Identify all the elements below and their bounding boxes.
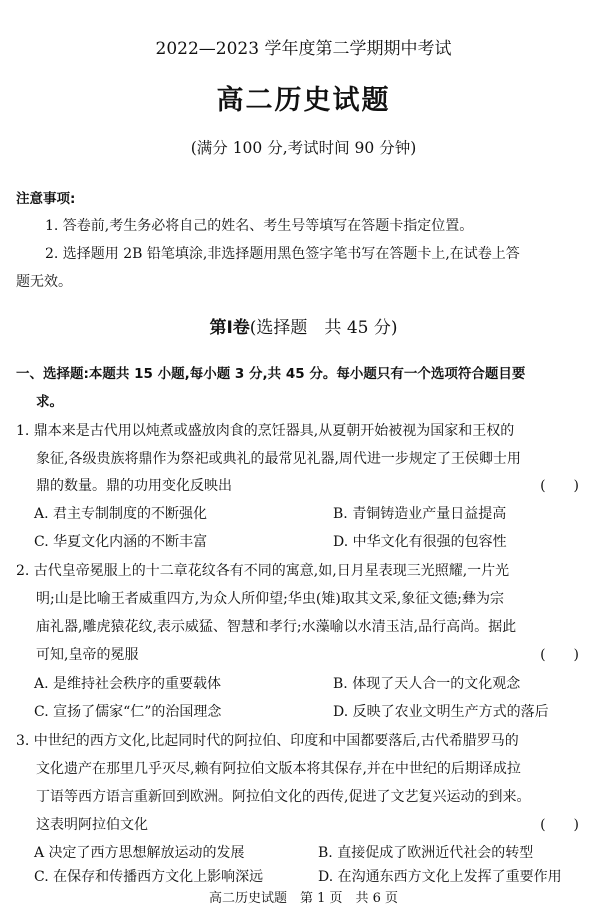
q3-stem-line-4: 这表明阿拉伯文化 — [36, 817, 148, 833]
notice-item-2-line-2: 题无效。 — [16, 274, 72, 290]
q2-option-c: C. 宣扬了儒家“仁”的治国理念 — [34, 704, 222, 720]
part-heading-line-2: 求。 — [36, 394, 63, 410]
section-title-rest: (选择题 共 45 分) — [249, 318, 398, 338]
q2-option-b: B. 体现了天人合一的文化观念 — [333, 676, 521, 692]
q1-option-c: C. 华夏文化内涵的不断丰富 — [34, 534, 208, 550]
exam-subtitle: (满分 100 分,考试时间 90 分钟) — [190, 139, 417, 157]
q3-option-a: A 决定了西方思想解放运动的发展 — [34, 845, 245, 861]
q3-stem-line-1: 3. 中世纪的西方文化,比起同时代的阿拉伯、印度和中国都要落后,古代希腊罗马的 — [16, 733, 519, 749]
q2-option-a: A. 是维持社会秩序的重要载体 — [34, 676, 222, 692]
q2-option-d: D. 反映了农业文明生产方式的落后 — [333, 704, 549, 720]
q1-stem-line-3: 鼎的数量。鼎的功用变化反映出 — [36, 478, 232, 494]
page-footer: 高二历史试题 第 1 页 共 6 页 — [208, 891, 399, 906]
q3-stem-line-2: 文化遗产在那里几乎灭尽,赖有阿拉伯文版本将其保存,并在中世纪的后期译成拉 — [36, 761, 521, 777]
q2-stem-line-3: 庙礼器,雕虎猿花纹,表示威猛、智慧和孝行;水藻喻以水清玉洁,品行高尚。据此 — [36, 619, 517, 635]
q1-answer-blank: ( ) — [540, 478, 579, 494]
notice-item-2-line-1: 2. 选择题用 2B 铅笔填涂,非选择题用黑色签字笔书写在答题卡上,在试卷上答 — [45, 246, 520, 262]
section-title-bold: 第Ⅰ卷 — [209, 318, 250, 338]
notice-heading: 注意事项: — [16, 191, 76, 207]
q1-option-b: B. 青铜铸造业产量日益提高 — [333, 506, 507, 522]
q1-stem-line-1: 1. 鼎本来是古代用以炖煮或盛放肉食的烹饪器具,从夏朝开始被视为国家和王权的 — [16, 423, 515, 439]
q2-stem-line-1: 2. 古代皇帝冕服上的十二章花纹各有不同的寓意,如,日月星表现三光照耀,一片光 — [16, 563, 510, 579]
q2-stem-line-2: 明;山是比喻王者威重四方,为众人所仰望;华虫(雉)取其文采,象征文德;彝为宗 — [36, 591, 504, 607]
page-title: 高二历史试题 — [216, 85, 391, 116]
q1-option-d: D. 中华文化有很强的包容性 — [333, 534, 507, 550]
q3-stem-line-3: 丁语等西方语言重新回到欧洲。阿拉伯文化的西传,促进了文艺复兴运动的到来。 — [36, 789, 531, 805]
part-heading-line-1: 一、选择题:本题共 15 小题,每小题 3 分,共 45 分。每小题只有一个选项符合题目要 — [16, 366, 526, 382]
q2-stem-line-4: 可知,皇帝的冕服 — [36, 647, 139, 663]
notice-item-1: 1. 答卷前,考生务必将自己的姓名、考生号等填写在答题卡指定位置。 — [45, 218, 474, 234]
q3-option-c: C. 在保存和传播西方文化上影响深远 — [34, 869, 264, 885]
q2-answer-blank: ( ) — [540, 647, 579, 663]
exam-name: 2022—2023 学年度第二学期期中考试 — [155, 39, 452, 59]
q3-answer-blank: ( ) — [540, 817, 579, 833]
q1-stem-line-2: 象征,各级贵族将鼎作为祭祀或典礼的最常见礼器,周代进一步规定了王侯卿士用 — [36, 451, 521, 467]
section-title — [0, 313, 607, 338]
q3-option-b: B. 直接促成了欧洲近代社会的转型 — [318, 845, 534, 861]
q1-option-a: A. 君主专制制度的不断强化 — [34, 506, 208, 522]
q3-option-d: D. 在沟通东西方文化上发挥了重要作用 — [318, 869, 562, 885]
